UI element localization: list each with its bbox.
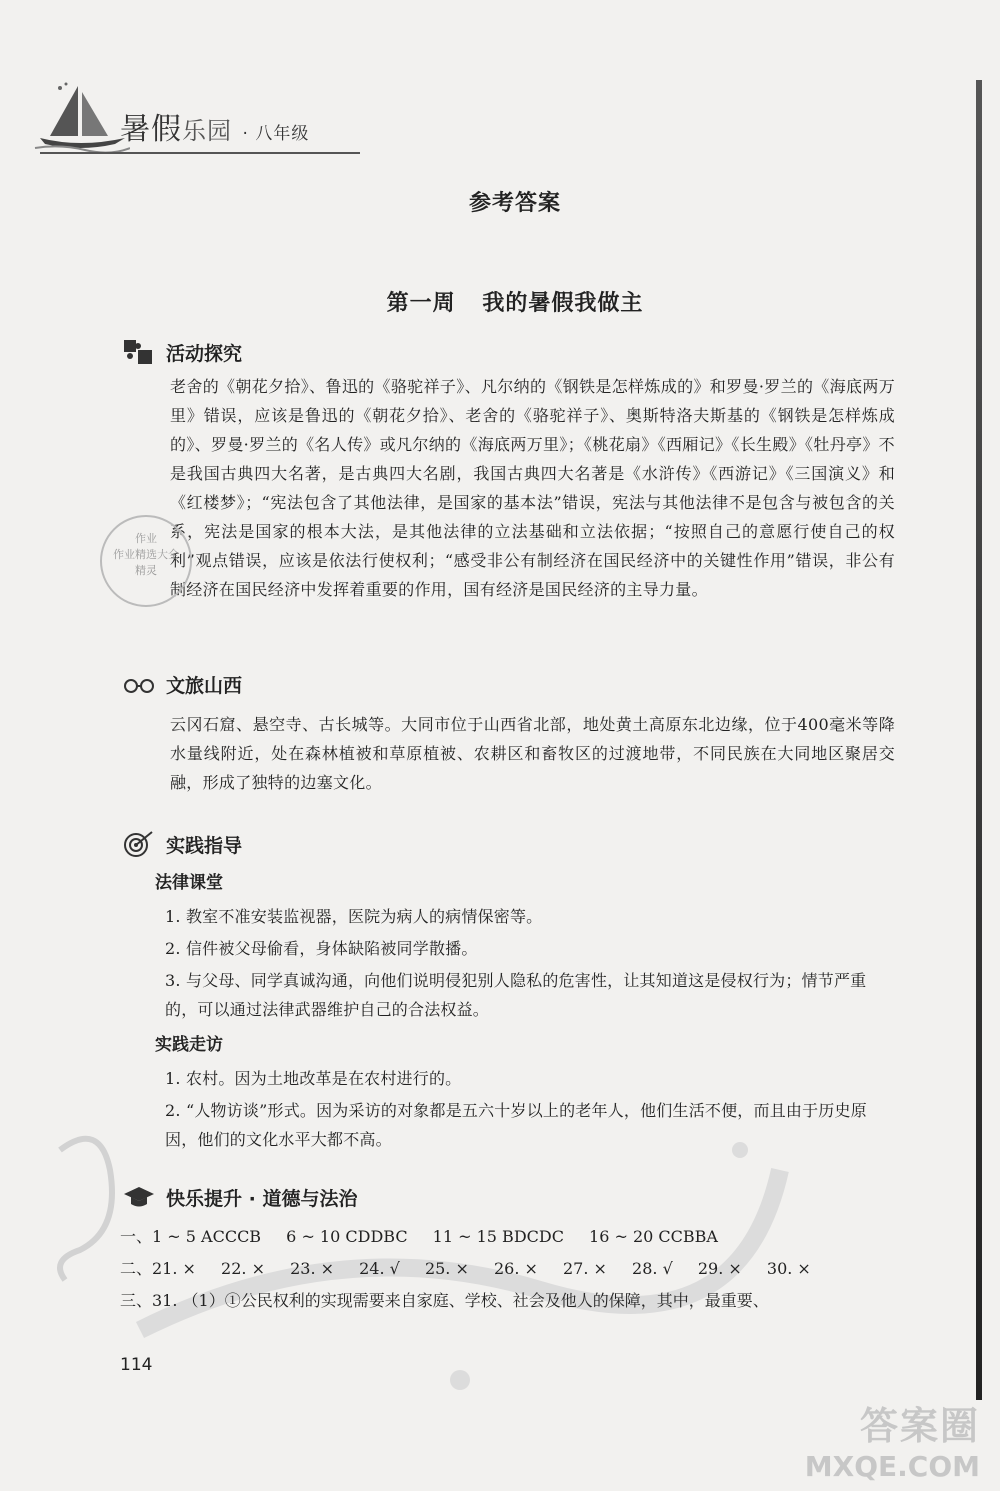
section-happy-title: 快乐提升 · 道德与法治 [166,1187,358,1210]
answer-group: 一、1 ~ 5 ACCCB [120,1227,262,1246]
target-icon [122,830,156,858]
answer-item: 22. × [221,1259,265,1278]
glasses-icon [122,670,156,698]
page-title: 参考答案 [468,191,561,216]
answer-item: 二、21. × [120,1259,196,1278]
series-light: 乐园 [182,117,232,145]
visit-item-2: 2. “人物访谈”形式。因为采访的对象都是五六十岁以上的老年人，他们生活不便，而且由于历史原因，他们的文化水平大都不高。 [165,1101,867,1149]
answer-item: 30. × [766,1259,811,1278]
answer-group: 11 ~ 15 BDCDC [432,1227,564,1246]
watermark-title: 答案圈 [859,1404,980,1448]
section-practice-heading [122,830,242,858]
section-happy-heading [122,1183,357,1211]
answer-line-2 [120,1256,900,1279]
watermark [805,1395,980,1483]
series-main: 暑假 [120,112,182,147]
answer-item: 28. √ [632,1259,673,1278]
page-edge-shadow [976,80,982,1400]
section-practice-title: 实践指导 [166,834,243,857]
answer-line-3: 三、31. （1）①公民权利的实现需要来自家庭、学校、社会及他人的保障，其中，最重要、 [120,1291,769,1310]
section-tourism-title: 文旅山西 [166,674,243,697]
section-activity-title: 活动探究 [166,342,243,365]
answer-group: 6 ~ 10 CDDBC [286,1227,408,1246]
law-class-item-3: 3. 与父母、同学真诚沟通，向他们说明侵犯别人隐私的危害性，让其知道这是侵权行为；情节严重的，可以通过法律武器维护自己的合法权益。 [165,971,867,1019]
series-grade: · 八年级 [242,124,310,144]
answer-item: 29. × [697,1259,742,1278]
week-title: 第一周 我的暑假我做主 [386,291,644,316]
section-activity-heading [122,338,242,366]
answer-group: 16 ~ 20 CCBBA [589,1227,718,1246]
graduation-cap-icon [122,1183,156,1211]
visit-heading: 实践走访 [155,1035,223,1055]
header-rule [40,152,360,154]
answer-item: 24. √ [359,1259,400,1278]
answer-item: 26. × [493,1259,538,1278]
stamp-line: 作业 [135,532,157,545]
stamp-line: 作业精选大全 [113,548,179,561]
page-number: 114 [120,1355,153,1375]
book-header [30,78,360,163]
answer-item: 27. × [563,1259,607,1278]
series-title [120,104,309,148]
law-class-heading: 法律课堂 [155,873,223,893]
activity-answer-text: 老舍的《朝花夕拾》、鲁迅的《骆驼祥子》、凡尔纳的《钢铁是怎样炼成的》和罗曼·罗兰的《海底两万里》错误，应该是鲁迅的《朝花夕拾》、老舍的《骆驼祥子》、奥斯特洛夫斯基的《钢铁是怎样炼成的》、罗曼·罗兰的《名人传》或凡尔纳的《海底两万里》；《桃花扇》《西厢记》《长生殿》《牡丹亭》不是我国古典四大名著，是古典四大名剧，我国古典四大名著是《水浒传》《西游记》《三国演义》和《红楼梦》；“宪法包含了其他法律，是国家的基本法”错误，宪法与其他法律不是包含与被包含的关系，宪法是国家的根本大法，是其他法律的立法基础和立法依据；“按照自己的意愿行使自己的权利”观点错误，应该是依法行使权利；“感受非公有制经济在国民经济中的关键性作用”错误，非公有制经济在国民经济中发挥着重要的作用，国有经济是国民经济的主导力量。 [170,377,895,599]
answer-item: 23. × [290,1259,335,1278]
stamp-line: 精灵 [135,564,157,577]
tourism-answer-text: 云冈石窟、悬空寺、古长城等。大同市位于山西省北部，地处黄土高原东北边缘，位于400毫米等降水量线附近，处在森林植被和草原植被、农耕区和畜牧区的过渡地带，不同民族在大同地区聚居交融，形成了独特的边塞文化。 [170,715,895,792]
puzzle-icon [122,338,156,366]
law-class-item-2: 2. 信件被父母偷看，身体缺陷被同学散播。 [165,939,478,958]
sailboat-icon [30,78,130,158]
answer-item: 25. × [424,1259,469,1278]
law-class-item-1: 1. 教室不准安装监视器，医院为病人的病情保密等。 [165,907,543,926]
answer-line-1 [120,1224,900,1247]
visit-item-1: 1. 农村。因为土地改革是在农村进行的。 [165,1069,462,1088]
stamp [100,515,192,607]
watermark-url: MXQE.COM [804,1450,980,1483]
section-tourism-heading [122,670,242,698]
